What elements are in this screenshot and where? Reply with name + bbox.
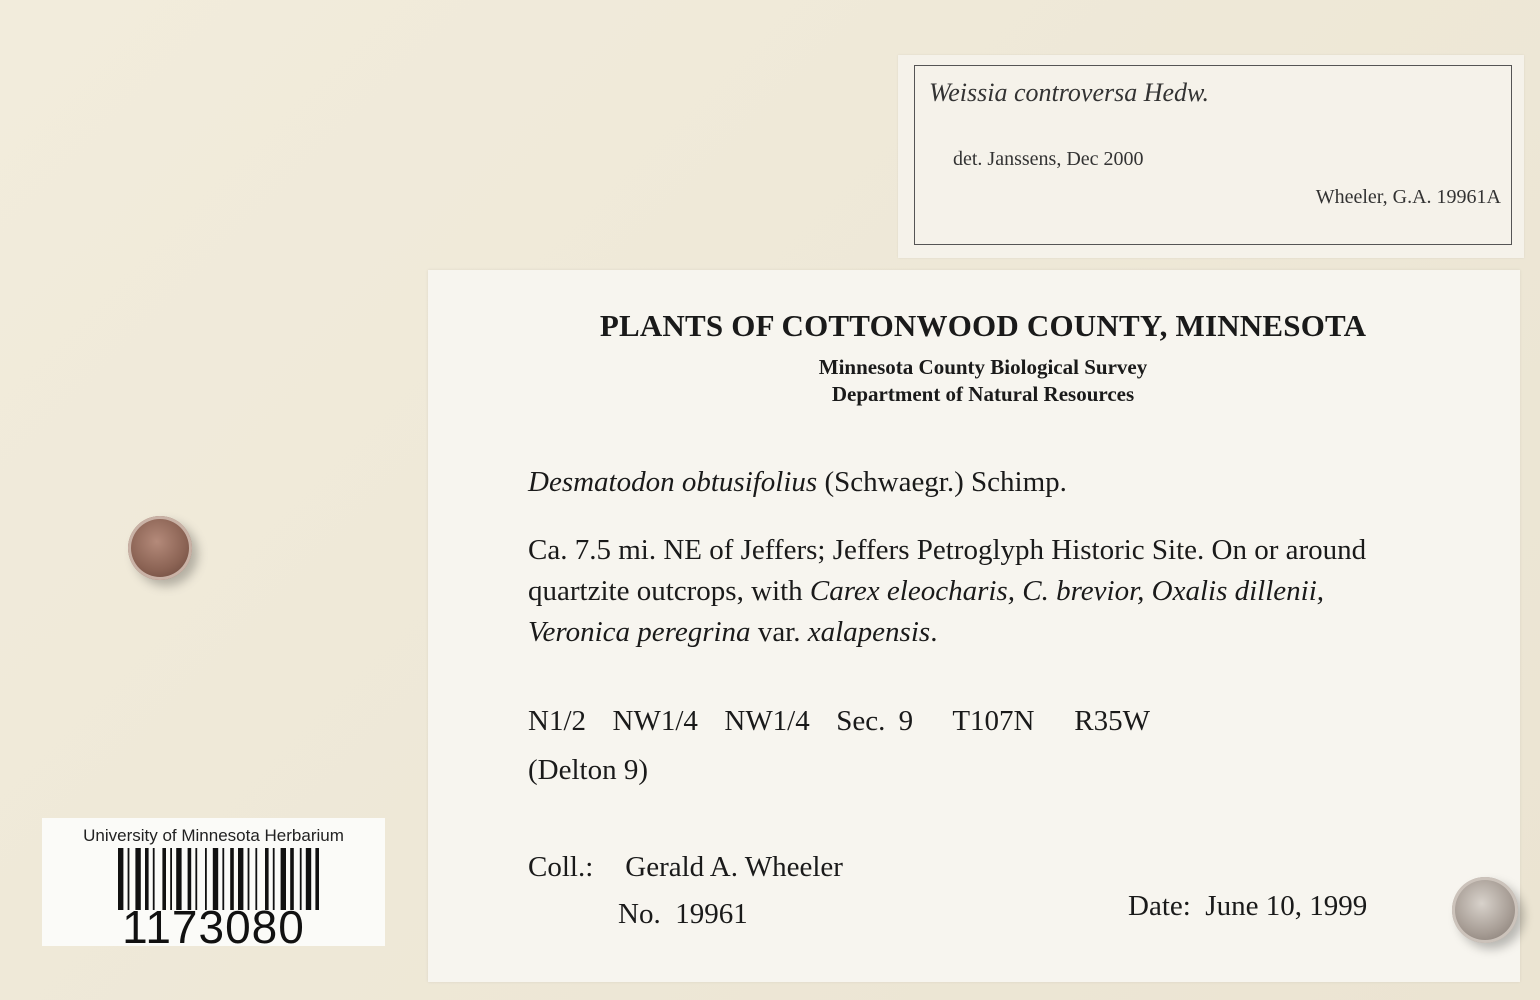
label-collector	[528, 847, 843, 888]
mounting-magnet-right	[1452, 877, 1518, 943]
locality-text: Ca. 7.5 mi. NE of Jeffers; Jeffers Petroglyph Historic Site. On or around quartzite outcrops, with	[528, 534, 1367, 607]
label-collection-number: No. 19961	[618, 898, 748, 930]
collector-label: Coll.:	[528, 851, 594, 883]
label-taxon	[528, 462, 1067, 503]
label-date: Date: June 10, 1999	[1128, 890, 1368, 922]
determination-slip	[898, 55, 1524, 258]
determination-collection-ref: Wheeler, G.A. 19961A	[1315, 186, 1501, 208]
label-township-range-section: N1/2 NW1/4 NW1/4 Sec. 9 T107N R35W	[528, 705, 1150, 737]
locality-end: .	[930, 616, 938, 648]
label-title: PLANTS OF COTTONWOOD COUNTY, MINNESOTA	[599, 308, 1367, 343]
determination-taxon: Weissia controversa Hedw.	[929, 78, 1209, 107]
label-subtitle-department: Department of Natural Resources	[831, 382, 1135, 406]
locality-var: var.	[750, 616, 808, 648]
label-quadrangle: (Delton 9)	[528, 754, 648, 786]
associated-species: Carex eleocharis, C. brevior, Oxalis dillenii, Veronica peregrina	[528, 575, 1325, 648]
determination-determiner: det. Janssens, Dec 2000	[953, 148, 1144, 170]
label-taxon-authority: (Schwaegr.) Schimp.	[824, 466, 1067, 498]
barcode-institution: University of Minnesota Herbarium	[83, 826, 344, 845]
associated-variety: xalapensis	[807, 616, 931, 648]
mounting-magnet-left	[128, 516, 192, 580]
collector-name: Gerald A. Wheeler	[625, 851, 843, 883]
label-taxon-name: Desmatodon obtusifolius	[528, 466, 818, 498]
specimen-label	[428, 270, 1520, 982]
label-locality	[528, 530, 1388, 653]
barcode-label	[42, 818, 385, 953]
determination-border	[914, 65, 1512, 245]
barcode-number: 1173080	[122, 901, 305, 953]
label-subtitle-survey: Minnesota County Biological Survey	[818, 355, 1148, 379]
